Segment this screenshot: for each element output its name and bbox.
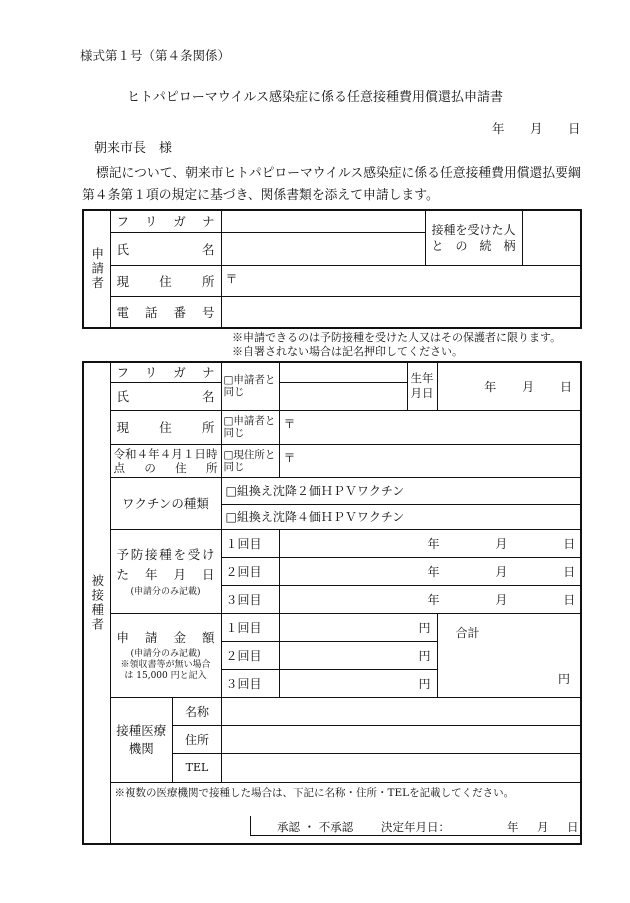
vaccination-date-label: 予防接種を受けた年月日 xyxy=(116,546,215,582)
applicant-name-label: 氏名 xyxy=(110,232,221,265)
birth-label: 生年月日 xyxy=(407,362,437,410)
dose-2-date-field[interactable] xyxy=(279,557,581,585)
day-label: 日 xyxy=(563,536,576,551)
applicant-phone-field[interactable] xyxy=(221,296,581,328)
yen-label: 円 xyxy=(418,676,431,691)
birth-month-label: 月 xyxy=(522,379,535,394)
birth-date-field[interactable] xyxy=(437,362,581,410)
amount-dose-1-field[interactable] xyxy=(279,613,437,641)
vaccine-bivalent-checkbox[interactable]: □組換え沈降２価ＨＰＶワクチン xyxy=(221,477,581,504)
vaccine-quadrivalent-checkbox[interactable]: □組換え沈降４価ＨＰＶワクチン xyxy=(221,504,581,529)
recipient-furigana-label: フリガナ xyxy=(110,362,221,382)
dose-3-date-field[interactable] xyxy=(279,585,581,613)
applicant-address-field[interactable] xyxy=(221,265,581,296)
total-yen-label: 円 xyxy=(557,671,570,686)
approval-box xyxy=(250,816,582,836)
multi-clinic-note: ※複数の医療機関で接種した場合は、下記に名称・住所・TELを記載してください。 xyxy=(114,786,515,799)
postal-mark: 〒 xyxy=(283,450,296,465)
yen-label: 円 xyxy=(418,620,431,635)
relation-label: 接種を受けた人との続柄 xyxy=(425,210,522,265)
applicant-name-field[interactable] xyxy=(221,232,425,265)
month-label: 月 xyxy=(495,564,508,579)
recipient-furigana-field[interactable] xyxy=(279,362,407,382)
date-month-label: 月 xyxy=(530,121,543,136)
recipient-section xyxy=(82,361,582,845)
clinic-address-label: 住所 xyxy=(173,726,222,754)
clinic-name-label: 名称 xyxy=(173,698,222,726)
amount-note-receipt: ※領収書等が無い場合は 15,000 円と記入 xyxy=(120,660,211,681)
date-year-label: 年 xyxy=(492,121,505,136)
addressee: 朝来市長 様 xyxy=(94,141,173,156)
amount-note: (申請分のみ記載) xyxy=(130,649,201,659)
date-day-label: 日 xyxy=(568,121,581,136)
amount-dose-3-field[interactable] xyxy=(279,669,437,697)
recipient-name-field[interactable] xyxy=(279,382,407,410)
clinic-wrapper xyxy=(110,697,581,782)
recipient-address-field[interactable] xyxy=(279,410,581,444)
amount-label: 申請金額 xyxy=(116,630,215,645)
clinic-address-field[interactable] xyxy=(222,726,581,754)
birth-day-label: 日 xyxy=(559,379,572,394)
amount-dose-2-label: ２回目 xyxy=(221,641,279,669)
day-label: 日 xyxy=(563,564,576,579)
amount-dose-3-label: ３回目 xyxy=(221,669,279,697)
month-label: 月 xyxy=(495,536,508,551)
clinic-tel-label: TEL xyxy=(173,754,222,782)
decision-date-label: 決定年月日： xyxy=(381,820,450,834)
year-label: 年 xyxy=(427,592,440,607)
dose-3-label: ３回目 xyxy=(221,585,279,613)
same-as-current-address[interactable]: □現住所と同じ xyxy=(221,444,279,477)
amount-dose-1-label: １回目 xyxy=(221,613,279,641)
relation-field[interactable] xyxy=(522,210,581,265)
total-field[interactable] xyxy=(437,613,581,697)
dose-2-label: ２回目 xyxy=(221,557,279,585)
note-signature: ※自署されない場合は記名押印してください。 xyxy=(232,344,463,358)
clinic-tel-field[interactable] xyxy=(222,754,581,782)
form-number: 様式第１号（第４条関係） xyxy=(80,48,231,63)
applicant-notes xyxy=(232,331,561,358)
clinic-name-field[interactable] xyxy=(222,698,581,726)
day-label: 日 xyxy=(563,592,576,607)
postal-mark: 〒 xyxy=(283,416,296,431)
birth-year-label: 年 xyxy=(484,379,497,394)
total-label: 合計 xyxy=(455,625,480,640)
applicant-label: 申請者 xyxy=(83,210,110,328)
same-as-applicant-1[interactable]: □申請者と同じ xyxy=(221,362,279,410)
applicant-furigana-label: フリガナ xyxy=(110,210,221,232)
year-label: 年 xyxy=(427,564,440,579)
postal-mark: 〒 xyxy=(225,271,238,286)
approval-month-label: 月 xyxy=(537,820,549,834)
amount-dose-2-field[interactable] xyxy=(279,641,437,669)
applicant-section xyxy=(82,209,582,329)
applicant-phone-label: 電話番号 xyxy=(110,296,221,328)
vaccine-type-label: ワクチンの種類 xyxy=(110,477,221,529)
r4-address-field[interactable] xyxy=(279,444,581,477)
clinic-label: 接種医療機関 xyxy=(111,698,173,782)
recipient-label: 被接種者 xyxy=(83,362,110,844)
r4-address-label: 令和４年４月１日時点の住所 xyxy=(110,444,221,477)
applicant-address-label: 現住所 xyxy=(110,265,221,296)
intro-text: 標記について、朝来市ヒトパピローマウイルス感染症に係る任意接種費用償還払要綱第４条第１項の規定に基づき、関係書類を添えて申請します。 xyxy=(82,166,581,203)
document-title: ヒトパピローマウイルス感染症に係る任意接種費用償還払申請書 xyxy=(127,90,503,105)
same-as-applicant-2[interactable]: □申請者と同じ xyxy=(221,410,279,444)
recipient-address-label: 現住所 xyxy=(110,410,221,444)
approval-day-label: 日 xyxy=(567,820,579,834)
amount-label-cell xyxy=(110,613,221,697)
dose-1-label: １回目 xyxy=(221,529,279,557)
recipient-name-label: 氏名 xyxy=(110,382,221,410)
year-label: 年 xyxy=(427,536,440,551)
note-eligibility: ※申請できるのは予防接種を受けた人又はその保護者に限ります。 xyxy=(232,331,562,344)
approval-year-label: 年 xyxy=(507,820,519,834)
yen-label: 円 xyxy=(418,648,431,663)
vaccination-date-label-cell xyxy=(110,529,221,613)
applicant-furigana-field[interactable] xyxy=(221,210,425,232)
dose-1-date-field[interactable] xyxy=(279,529,581,557)
vaccination-date-note: (申請分のみ記載) xyxy=(130,586,201,597)
month-label: 月 xyxy=(495,592,508,607)
approval-status: 承認 ・ 不承認 xyxy=(277,820,354,834)
